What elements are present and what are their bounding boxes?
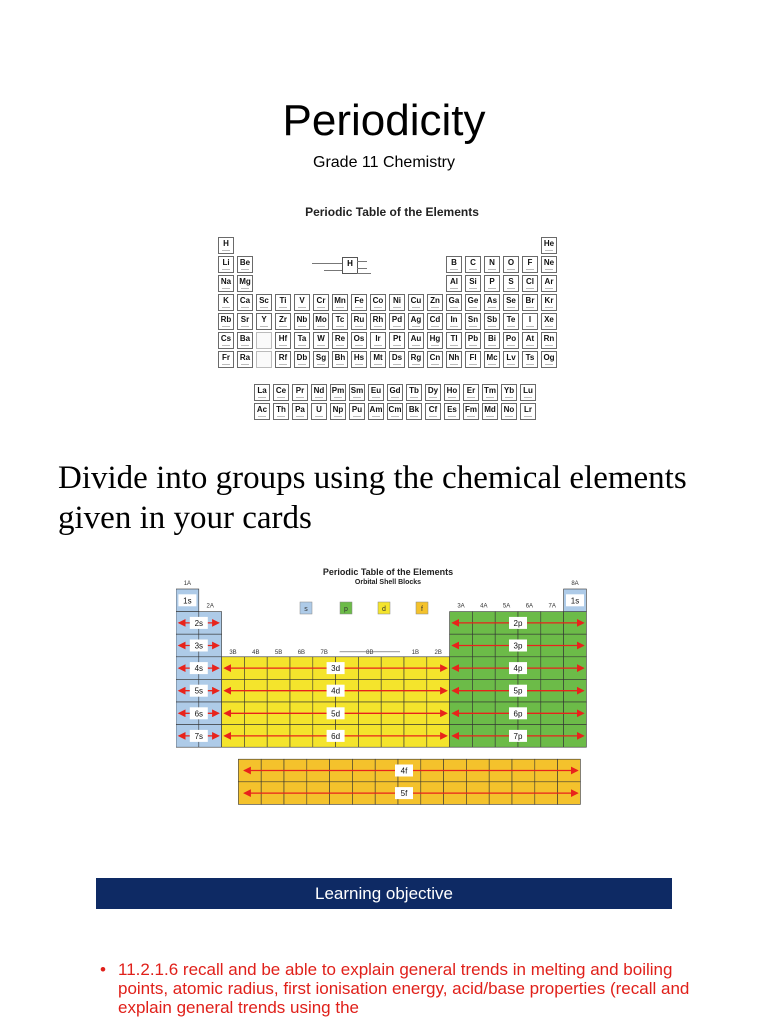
legend-label-d: d <box>382 606 386 613</box>
element-cell: Dy <box>425 384 441 401</box>
element-cell: Pa <box>292 403 308 420</box>
element-cell: Pd <box>389 313 405 330</box>
group-label: 7B <box>320 649 328 656</box>
legend-key-cell: H <box>342 257 358 274</box>
element-cell: I <box>522 313 538 330</box>
element-cell: Se <box>503 294 519 311</box>
element-cell: Mc <box>484 351 500 368</box>
element-cell: Gd <box>387 384 403 401</box>
element-cell: Ds <box>389 351 405 368</box>
element-cell: Sm <box>349 384 365 401</box>
element-cell: Sb <box>484 313 500 330</box>
element-cell: Au <box>408 332 424 349</box>
element-cell: Er <box>463 384 479 401</box>
bullet: • <box>100 960 106 979</box>
element-cell: Bk <box>406 403 422 420</box>
element-cell: P <box>484 275 500 292</box>
element-cell: In <box>446 313 462 330</box>
element-cell: Cf <box>425 403 441 420</box>
legend-label-f: f <box>421 606 423 613</box>
group-label: 3B <box>229 649 237 656</box>
element-cell: Sn <box>465 313 481 330</box>
element-cell: Cl <box>522 275 538 292</box>
group-label: 5B <box>274 649 283 656</box>
element-cell: Sr <box>237 313 253 330</box>
element-cell: Cn <box>427 351 443 368</box>
element-cell: Ac <box>254 403 270 420</box>
element-cell: Ba <box>237 332 253 349</box>
orbital-label: 1s <box>570 596 580 606</box>
orbital-label: 3p <box>513 641 523 651</box>
element-cell: No <box>501 403 517 420</box>
element-cell: S <box>503 275 519 292</box>
element-cell: Pt <box>389 332 405 349</box>
group-label: 2A <box>206 603 214 610</box>
orbital-label: 5f <box>400 789 408 799</box>
element-cell: Mo <box>313 313 329 330</box>
periodic-table-title: Periodic Table of the Elements <box>305 205 479 219</box>
element-cell: Og <box>541 351 557 368</box>
element-cell: Al <box>446 275 462 292</box>
group-label: 7A <box>548 603 556 610</box>
element-cell: Yb <box>501 384 517 401</box>
slide-title: Periodicity <box>282 96 486 145</box>
orbital-label: 2p <box>513 618 523 628</box>
element-cell: Cr <box>313 294 329 311</box>
orbital-label: 4p <box>513 664 523 674</box>
element-cell: K <box>218 294 234 311</box>
legend-label-s: s <box>304 606 308 613</box>
element-cell: Ni <box>389 294 405 311</box>
element-cell: Te <box>503 313 519 330</box>
element-cell: Li <box>218 256 234 273</box>
group-label: 8A <box>571 581 579 587</box>
element-cell: W <box>313 332 329 349</box>
legend-line <box>357 273 371 274</box>
group-label: 8B <box>366 649 374 656</box>
orbital-label: 1s <box>183 596 192 606</box>
element-cell: Sc <box>256 294 272 311</box>
element-cell: Ho <box>444 384 460 401</box>
legend-line <box>312 263 342 264</box>
element-cell: Tm <box>482 384 498 401</box>
element-cell: Lv <box>503 351 519 368</box>
element-cell: Nh <box>446 351 462 368</box>
learning-objective-bar: Learning objective <box>96 878 672 909</box>
element-cell: Md <box>482 403 498 420</box>
group-label: 1B <box>411 649 420 656</box>
orbital-blocks-chart <box>176 565 600 810</box>
element-cell: Am <box>368 403 384 420</box>
element-cell: Mt <box>370 351 386 368</box>
orbital-label: 7p <box>513 731 523 741</box>
orbital-table-subtitle: Orbital Shell Blocks <box>354 579 422 586</box>
element-cell: Cd <box>427 313 443 330</box>
instruction-heading: Divide into groups using the chemical elements given in your cards <box>58 460 687 536</box>
orbital-label: 5p <box>513 686 523 696</box>
series-placeholder-cell <box>256 351 272 368</box>
element-cell: Ce <box>273 384 289 401</box>
element-cell: Db <box>294 351 310 368</box>
element-cell: Fl <box>465 351 481 368</box>
legend-label-p: p <box>344 606 348 613</box>
element-cell: Tc <box>332 313 348 330</box>
orbital-table-title: Periodic Table of the Elements <box>322 567 454 577</box>
group-label: 3A <box>457 603 465 610</box>
orbital-label: 4d <box>331 686 341 696</box>
group-label: 6B <box>297 649 306 656</box>
element-cell: Ne <box>541 256 557 273</box>
element-cell: Zr <box>275 313 291 330</box>
element-cell: Bi <box>484 332 500 349</box>
element-cell: Pm <box>330 384 346 401</box>
group-label: 1A <box>183 581 192 587</box>
element-cell: Mn <box>332 294 348 311</box>
orbital-label: 2s <box>194 618 204 628</box>
element-cell: Co <box>370 294 386 311</box>
element-cell: Mg <box>237 275 253 292</box>
group-label: 2B <box>434 649 442 656</box>
group-label: 5A <box>502 603 511 610</box>
orbital-label: 6s <box>194 709 204 719</box>
element-cell: Ta <box>294 332 310 349</box>
element-cell: H <box>218 237 234 254</box>
element-cell: Zn <box>427 294 443 311</box>
orbital-label: 3d <box>331 664 341 674</box>
element-cell: Ra <box>237 351 253 368</box>
orbital-label: 4f <box>400 766 408 776</box>
element-cell: Pb <box>465 332 481 349</box>
element-cell: Nd <box>311 384 327 401</box>
element-cell: Es <box>444 403 460 420</box>
orbital-label: 4s <box>194 664 204 674</box>
orbital-label: 6d <box>331 731 341 741</box>
element-cell: Hf <box>275 332 291 349</box>
group-label: 6A <box>525 603 534 610</box>
element-cell: Th <box>273 403 289 420</box>
element-cell: Rh <box>370 313 386 330</box>
legend-line <box>357 268 367 269</box>
element-cell: Hg <box>427 332 443 349</box>
element-cell: N <box>484 256 500 273</box>
element-cell: As <box>484 294 500 311</box>
element-cell: Br <box>522 294 538 311</box>
element-cell: Ag <box>408 313 424 330</box>
element-cell: Cm <box>387 403 403 420</box>
element-cell: Tl <box>446 332 462 349</box>
element-cell: Ar <box>541 275 557 292</box>
element-cell: La <box>254 384 270 401</box>
element-cell: B <box>446 256 462 273</box>
element-cell: V <box>294 294 310 311</box>
element-cell: F <box>522 256 538 273</box>
element-cell: Bh <box>332 351 348 368</box>
element-cell: Lr <box>520 403 536 420</box>
element-cell: Fe <box>351 294 367 311</box>
orbital-blocks-figure <box>176 565 600 810</box>
element-cell: Rf <box>275 351 291 368</box>
element-cell: Ir <box>370 332 386 349</box>
group-label: 4A <box>480 603 488 610</box>
element-cell: Rg <box>408 351 424 368</box>
element-cell: Po <box>503 332 519 349</box>
orbital-label: 6p <box>513 709 523 719</box>
element-cell: Xe <box>541 313 557 330</box>
element-cell: Sg <box>313 351 329 368</box>
element-cell: C <box>465 256 481 273</box>
element-cell: Eu <box>368 384 384 401</box>
element-cell: Tb <box>406 384 422 401</box>
slide-subtitle: Grade 11 Chemistry <box>313 154 455 171</box>
element-cell: Re <box>332 332 348 349</box>
element-cell: Lu <box>520 384 536 401</box>
element-cell: Ts <box>522 351 538 368</box>
element-cell: Ge <box>465 294 481 311</box>
element-cell: Os <box>351 332 367 349</box>
element-cell: Be <box>237 256 253 273</box>
element-cell: Pu <box>349 403 365 420</box>
periodic-table-figure <box>208 197 576 429</box>
orbital-label: 5d <box>331 709 341 719</box>
objective-text: 11.2.1.6 recall and be able to explain general trends in melting and boiling points, atomic radius, first ionisation energy, acid/base properties (recall and explain general trends using the <box>118 960 690 1017</box>
element-cell: Ga <box>446 294 462 311</box>
legend-line <box>357 261 367 262</box>
element-cell: Cs <box>218 332 234 349</box>
element-cell: U <box>311 403 327 420</box>
element-cell: Rb <box>218 313 234 330</box>
element-cell: Np <box>330 403 346 420</box>
element-cell: Fm <box>463 403 479 420</box>
orbital-label: 7s <box>194 731 204 741</box>
element-cell: Hs <box>351 351 367 368</box>
element-cell: Kr <box>541 294 557 311</box>
orbital-label: 3s <box>194 641 204 651</box>
element-cell: Na <box>218 275 234 292</box>
element-cell: Pr <box>292 384 308 401</box>
legend-line <box>324 270 342 271</box>
element-cell: Nb <box>294 313 310 330</box>
element-cell: Fr <box>218 351 234 368</box>
element-cell: Ti <box>275 294 291 311</box>
element-cell: He <box>541 237 557 254</box>
element-cell: Si <box>465 275 481 292</box>
group-label: 4B <box>252 649 260 656</box>
element-cell: O <box>503 256 519 273</box>
element-cell: At <box>522 332 538 349</box>
element-cell: Rn <box>541 332 557 349</box>
element-cell: Cu <box>408 294 424 311</box>
orbital-label: 5s <box>194 686 204 696</box>
element-cell: Y <box>256 313 272 330</box>
element-cell: Ca <box>237 294 253 311</box>
element-cell: Ru <box>351 313 367 330</box>
learning-objective-item <box>100 960 700 1017</box>
series-placeholder-cell <box>256 332 272 349</box>
